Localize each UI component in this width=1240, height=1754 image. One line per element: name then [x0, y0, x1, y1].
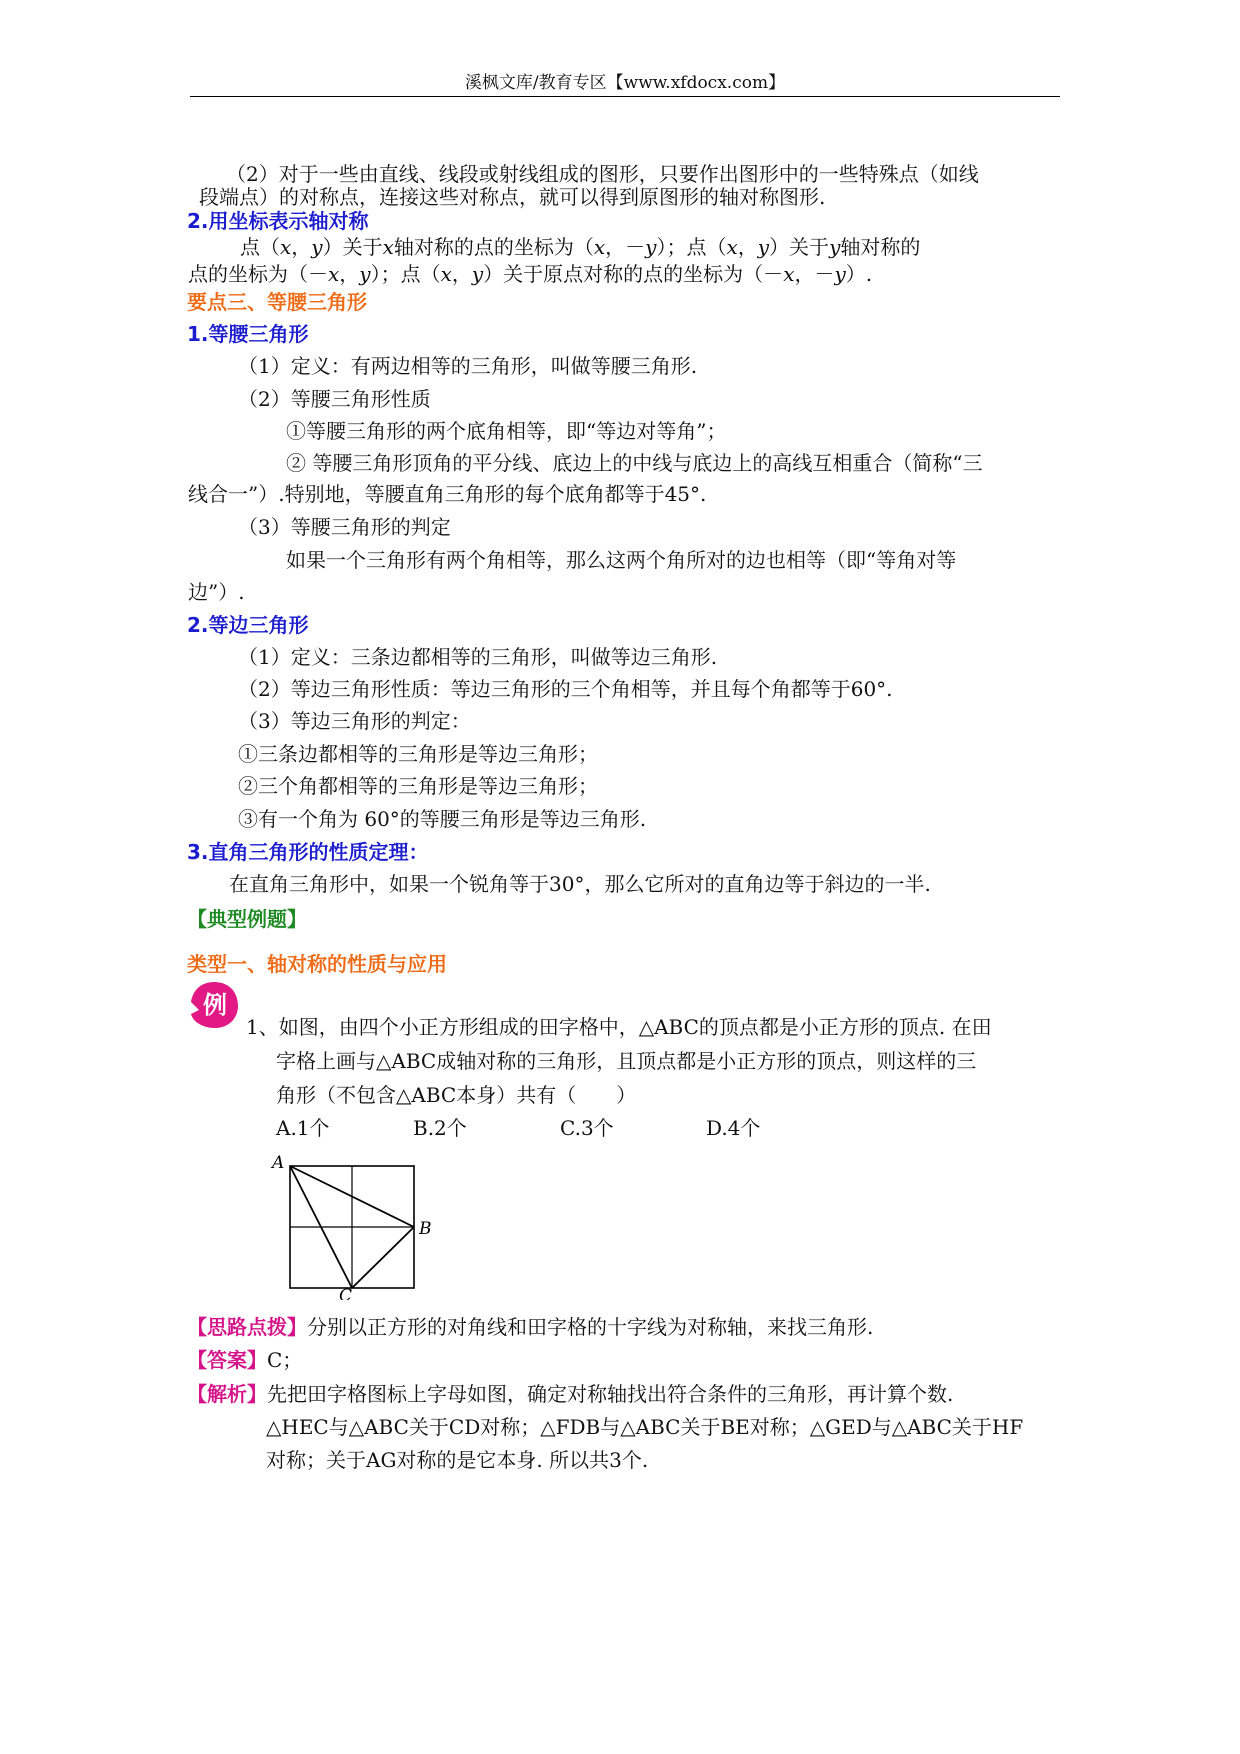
equilateral-def: （1）定义：三条边都相等的三角形，叫做等边三角形. [238, 645, 718, 669]
option-c: C.3个 [560, 1116, 614, 1140]
hint-line [187, 1311, 873, 1343]
option-b: B.2个 [413, 1116, 467, 1140]
analysis-label: 【解析】 [187, 1382, 267, 1406]
example-badge-text: 例 [203, 991, 227, 1019]
equilateral-judge-1: ①三条边都相等的三角形是等边三角形； [238, 742, 598, 766]
axis-item2-line1: （2）对于一些由直线、线段或射线组成的图形，只要作出图形中的一些特殊点（如线 [226, 162, 979, 186]
isosceles-prop1: ①等腰三角形的两个底角相等，即“等边对等角”； [286, 419, 727, 443]
equilateral-props: （2）等边三角形性质：等边三角形的三个角相等，并且每个角都等于60°. [238, 677, 893, 701]
vertex-label-c: C [339, 1286, 353, 1300]
analysis-text-1: 先把田字格图标上字母如图，确定对称轴找出符合条件的三角形，再计算个数. [267, 1382, 954, 1406]
hint-label: 【思路点拨】 [187, 1315, 307, 1339]
equilateral-judge-title: （3）等边三角形的判定： [238, 709, 471, 733]
isosceles-judge-line1: 如果一个三角形有两个角相等，那么这两个角所对的边也相等（即“等角对等 [286, 548, 957, 572]
vertex-label-b: B [419, 1219, 432, 1239]
question-line3: 角形（不包含△ABC本身）共有（ ） [276, 1083, 637, 1107]
isosceles-judge-title: （3）等腰三角形的判定 [238, 515, 451, 539]
isosceles-judge-line2: 边”）. [188, 580, 245, 604]
question-line2: 字格上画与△ABC成轴对称的三角形，且顶点都是小正方形的顶点，则这样的三 [276, 1049, 977, 1073]
answer-line [187, 1344, 302, 1376]
right-triangle-text: 在直角三角形中，如果一个锐角等于30°，那么它所对的直角边等于斜边的一半. [229, 872, 931, 896]
isosceles-heading: 1.等腰三角形 [187, 322, 309, 346]
equilateral-judge-3: ③有一个角为 60°的等腰三角形是等边三角形. [238, 807, 647, 831]
analysis-line3: 对称；关于AG对称的是它本身. 所以共3个. [266, 1448, 649, 1472]
coord-line2: 点的坐标为（－x，y）；点（x，y）关于原点对称的点的坐标为（－x，－y）. [188, 262, 873, 286]
type1-heading: 类型一、轴对称的性质与应用 [187, 952, 447, 976]
section3-title: 要点三、等腰三角形 [187, 290, 367, 314]
coord-line1: 点（x，y）关于x轴对称的点的坐标为（x，－y）；点（x，y）关于y轴对称的 [240, 235, 921, 259]
analysis-line2: △HEC与△ABC关于CD对称；△FDB与△ABC关于BE对称；△GED与△ABC关于HF [266, 1415, 1024, 1439]
answer-label: 【答案】 [187, 1348, 267, 1372]
option-a: A.1个 [276, 1116, 330, 1140]
isosceles-def: （1）定义：有两边相等的三角形，叫做等腰三角形. [238, 354, 698, 378]
examples-heading: 【典型例题】 [187, 907, 307, 931]
page-header: 溪枫文库/教育专区【www.xfdocx.com】 [464, 73, 786, 93]
isosceles-prop2-line1: ② 等腰三角形顶角的平分线、底边上的中线与底边上的高线互相重合（简称“三 [286, 451, 983, 475]
axis-item2-line2: 段端点）的对称点，连接这些对称点，就可以得到原图形的轴对称图形. [199, 185, 826, 209]
header-rule [190, 96, 1060, 97]
analysis-line1 [187, 1378, 953, 1410]
coord-heading: 2.用坐标表示轴对称 [187, 209, 369, 233]
option-d: D.4个 [706, 1116, 761, 1140]
equilateral-judge-2: ②三个角都相等的三角形是等边三角形； [238, 774, 598, 798]
isosceles-props-title: （2）等腰三角形性质 [238, 387, 431, 411]
right-triangle-heading: 3.直角三角形的性质定理： [187, 840, 429, 864]
triangle-side-bc [352, 1227, 414, 1288]
example-badge-icon [189, 980, 239, 1030]
grid-figure [268, 1150, 438, 1300]
question-line1: 1、如图，由四个小正方形组成的田字格中，△ABC的顶点都是小正方形的顶点. 在田 [246, 1015, 992, 1039]
equilateral-heading: 2.等边三角形 [187, 613, 309, 637]
vertex-label-a: A [272, 1153, 285, 1173]
isosceles-prop2-line2: 线合一”）.特别地，等腰直角三角形的每个底角都等于45°. [188, 482, 707, 506]
hint-text: 分别以正方形的对角线和田字格的十字线为对称轴，来找三角形. [307, 1315, 874, 1339]
answer-text: C； [267, 1348, 303, 1372]
